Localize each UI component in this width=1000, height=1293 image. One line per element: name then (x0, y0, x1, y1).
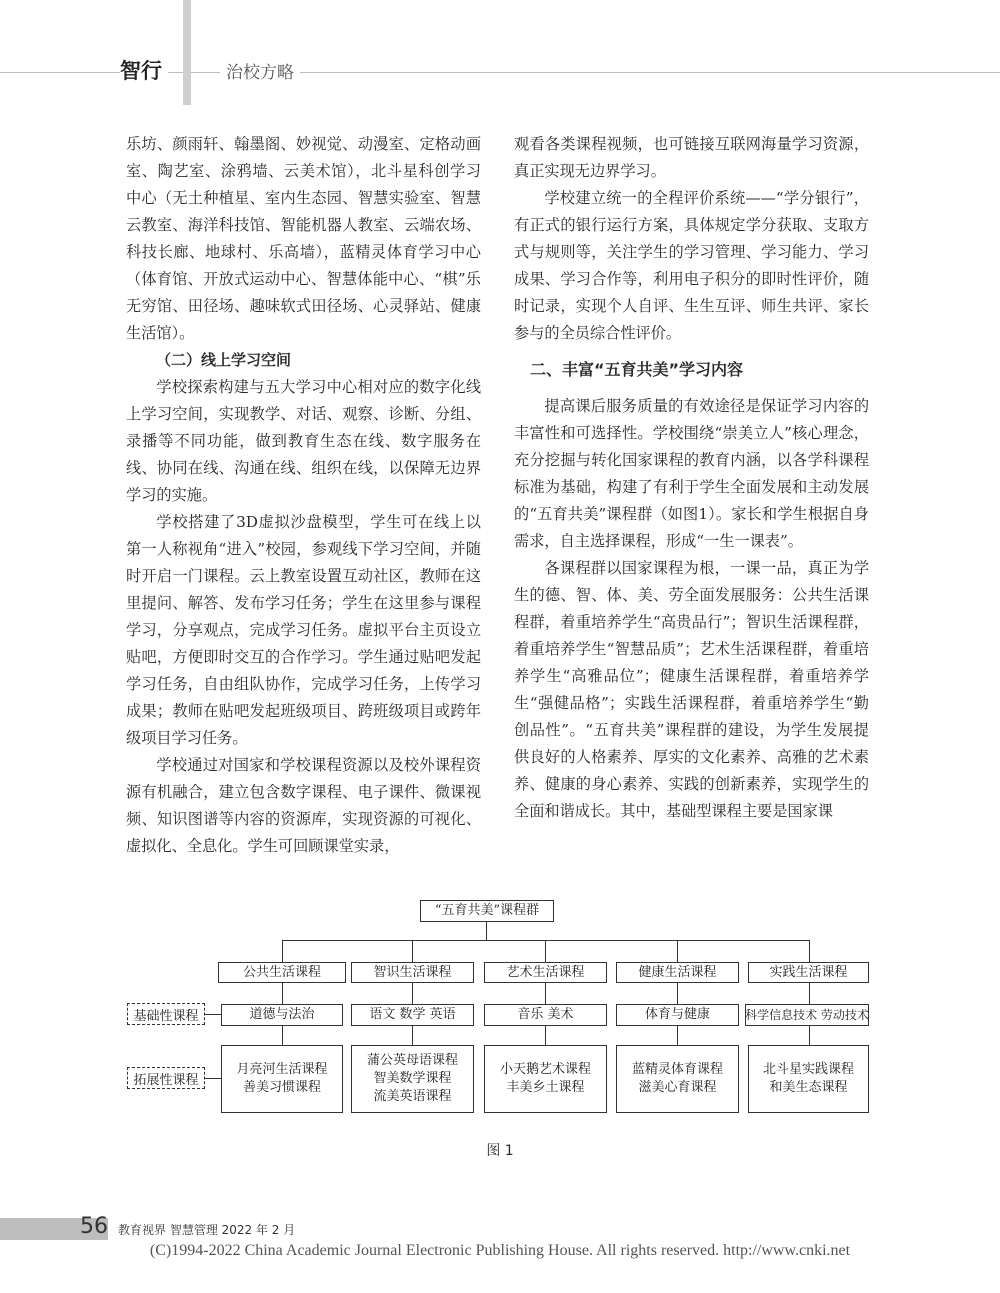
connector (412, 940, 413, 962)
extended-course-box (484, 1045, 607, 1113)
extended-course: 北斗星实践课程 (762, 1062, 854, 1077)
connector (677, 982, 678, 1004)
connector (282, 982, 283, 1004)
paragraph: 学校搭建了3D虚拟沙盘模型，学生可在线上以第一人称视角“进入”校园，参观线下学习空间，并随时开启一门课程。云上教室设置互动社区，教师在这里提问、解答、发布学习任务；学生在这里参与课程学习，分享观点，完成学习任务。虚拟平台主页设立贴吧，方便即时交互的合作学习。学生通过贴吧发起学习任务，自由组队协作，完成学习任务，上传学习成果；教师在贴吧发起班级项目、跨班级项目或跨年级项目学习任务。 (126, 513, 481, 747)
connector (486, 921, 487, 940)
subheading: （二）线上学习空间 (156, 351, 292, 369)
extended-course-box (351, 1045, 474, 1113)
connector (545, 940, 546, 962)
extended-course: 智美数学课程 (373, 1071, 452, 1086)
section-title: 智行 (120, 55, 168, 85)
group-box: 健康生活课程 (616, 962, 739, 983)
journal-info: 教育视界 智慧管理 2022 年 2 月 (118, 1223, 296, 1237)
page-number: 56 (80, 1214, 108, 1239)
left-column (126, 131, 481, 860)
connector (282, 1025, 283, 1045)
label-extended: 拓展性课程 (127, 1067, 205, 1089)
basic-course-box: 体育与健康 (616, 1004, 739, 1026)
extended-course: 蒲公英母语课程 (366, 1053, 458, 1068)
group-box: 智识生活课程 (351, 962, 474, 983)
connector (282, 940, 283, 962)
extended-course: 月亮河生活课程 (236, 1062, 328, 1077)
connector (412, 982, 413, 1004)
connector (545, 1025, 546, 1045)
group-box: 公共生活课程 (218, 962, 346, 983)
paragraph: 乐坊、颜雨轩、翰墨阁、妙视觉、动漫室、定格动画室、陶艺室、涂鸦墙、云美术馆），北斗星科创学习中心（无土种植星、室内生态园、智慧实验室、智慧云教室、海洋科技馆、智能机器人教室、云端农场、科技长廊、地球村、乐高墙），蓝精灵体育学习中心（体育馆、开放式运动中心、智慧体能中心、“棋”乐无穷馆、田径场、趣味软式田径场、心灵驿站、健康生活馆）。 (126, 135, 481, 342)
group-box: 实践生活课程 (748, 962, 869, 983)
figure-caption: 图 1 (486, 1143, 514, 1159)
connector (677, 1025, 678, 1045)
basic-course-box: 科学信息技术 劳动技术 (745, 1004, 869, 1026)
right-column (514, 131, 869, 825)
paragraph: 学校通过对国家和学校课程资源以及校外课程资源有机融合，建立包含数字课程、电子课件、微课视频、知识图谱等内容的资源库，实现资源的可视化、虚拟化、全息化。学生可回顾课堂实录， (126, 756, 481, 855)
basic-course-box: 语文 数学 英语 (351, 1004, 474, 1026)
extended-course: 善美习惯课程 (242, 1080, 321, 1095)
connector (412, 1025, 413, 1045)
connector (677, 940, 678, 962)
extended-course: 滋美心育课程 (638, 1080, 717, 1095)
header-bar (183, 0, 191, 105)
paragraph: 学校探索构建与五大学习中心相对应的数字化线上学习空间，实现教学、对话、观察、诊断、分组、录播等不同功能，做到教育生态在线、数字服务在线、协同在线、沟通在线、组织在线，以保障无边界学习的实施。 (126, 378, 481, 504)
column-title: 治校方略 (220, 58, 300, 83)
connector (809, 982, 810, 1004)
section-heading: 二、丰富“五育共美”学习内容 (530, 360, 744, 379)
diagram-root: “五育共美”课程群 (420, 900, 554, 922)
paragraph: 观看各类课程视频，也可链接互联网海量学习资源，真正实现无边界学习。 (514, 135, 869, 180)
extended-course: 流美英语课程 (373, 1089, 452, 1104)
paragraph: 各课程群以国家课程为根，一课一品，真正为学生的德、智、体、美、劳全面发展服务：公共生活课程群，着重培养学生“高贵品行”；智识生活课程群，着重培养学生“智慧品质”；艺术生活课程群，着重培养学生“高雅品位”；健康生活课程群，着重培养学生“强健品格”；实践生活课程群，着重培养学生“勤创品性”。“五育共美”课程群的建设，为学生发展提供良好的人格素养、厚实的文化素养、高雅的艺术素养、健康的身心素养、实践的创新素养，实现学生的全面和谐成长。其中，基础型课程主要是国家课 (514, 559, 869, 820)
extended-course-box (616, 1045, 739, 1113)
basic-course-box: 道德与法治 (221, 1004, 343, 1026)
extended-course-box (748, 1045, 869, 1113)
basic-course-box: 音乐 美术 (484, 1004, 607, 1026)
group-box: 艺术生活课程 (484, 962, 607, 983)
label-basic: 基础性课程 (127, 1003, 205, 1025)
extended-course: 小天鹅艺术课程 (499, 1062, 591, 1077)
paragraph: 提高课后服务质量的有效途径是保证学习内容的丰富性和可选择性。学校围绕“崇美立人”核心理念，充分挖掘与转化国家课程的教育内涵，以各学科课程标准为基础，构建了有利于学生全面发展和主动发展的“五育共美”课程群（如图1）。家长和学生根据自身需求，自主选择课程，形成“一生一课表”。 (514, 397, 869, 550)
connector (809, 940, 810, 962)
copyright-line: (C)1994-2022 China Academic Journal Electronic Publishing House. All rights reserved. http://www.cnki.net (149, 1242, 851, 1259)
extended-course: 和美生态课程 (769, 1080, 848, 1095)
connector (545, 982, 546, 1004)
connector (809, 1025, 810, 1045)
paragraph: 学校建立统一的全程评价系统——“学分银行”，有正式的银行运行方案，具体规定学分获取、支取方式与规则等，关注学生的学习管理、学习能力、学习成果、学习合作等，利用电子积分的即时性评价，随时记录，实现个人自评、生生互评、师生共评、家长参与的全员综合性评价。 (514, 189, 869, 342)
connector (205, 1014, 221, 1015)
connector (205, 1078, 221, 1079)
extended-course: 蓝精灵体育课程 (631, 1062, 723, 1077)
extended-course: 丰美乡土课程 (506, 1080, 585, 1095)
extended-course-box (221, 1045, 343, 1113)
